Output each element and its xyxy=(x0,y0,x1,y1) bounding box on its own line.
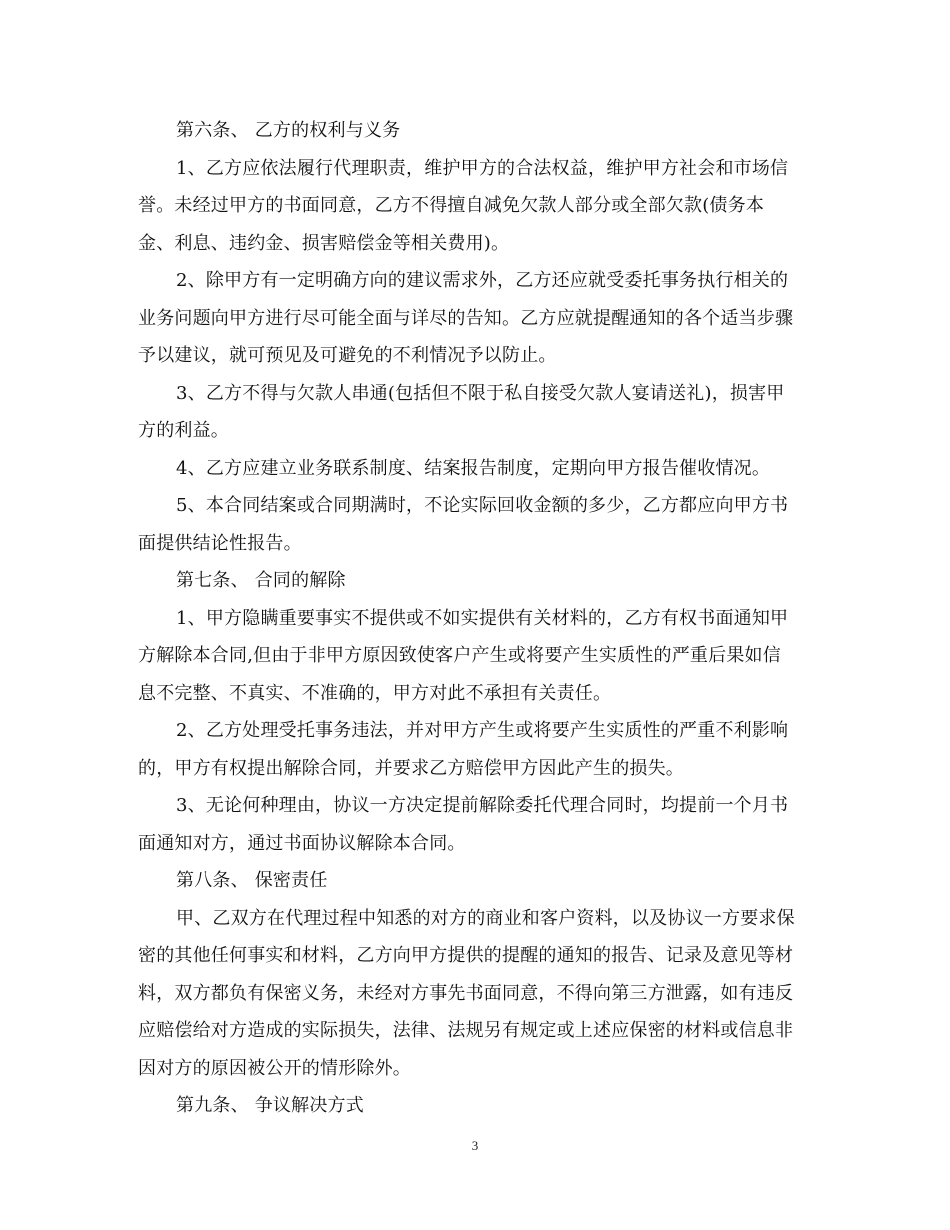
article-8-heading: 第八条、 保密责任 xyxy=(176,870,328,891)
text-line: 料，双方都负有保密义务，未经对方事先书面同意，不得向第三方泄露，如有违反 xyxy=(138,982,794,1004)
text-line: 1、乙方应依法履行代理职责，维护甲方的合法权益，维护甲方社会和市场信 xyxy=(176,157,789,179)
text-line: 3、无论何种理由，协议一方决定提前解除委托代理合同时，均提前一个月书 xyxy=(176,795,789,816)
text-line: 1、甲方隐瞒重要事实不提供或不如实提供有关材料的，乙方有权书面通知甲 xyxy=(176,607,789,629)
text-line: 方解除本合同,但由于非甲方原因致使客户产生或将要产生实质性的严重后果如信 xyxy=(138,645,781,666)
page-number: 3 xyxy=(471,1138,479,1153)
text-line: 3、乙方不得与欠款人串通(包括但不限于私自接受欠款人宴请送礼)，损害甲 xyxy=(176,382,785,404)
text-line: 面提供结论性报告。 xyxy=(138,532,302,554)
text-line: 业务问题向甲方进行尽可能全面与详尽的告知。乙方应就提醒通知的各个适当步骤 xyxy=(138,307,794,329)
text-line: 金、利息、违约金、损害赔偿金等相关费用)。 xyxy=(138,232,510,254)
article-9-heading: 第九条、 争议解决方式 xyxy=(176,1095,364,1116)
text-line: 5、本合同结案或合同期满时，不论实际回收金额的多少，乙方都应向甲方书 xyxy=(176,495,789,516)
text-line: 2、乙方处理受托事务违法，并对甲方产生或将要产生实质性的严重不利影响 xyxy=(176,720,789,741)
text-line: 予以建议，就可预见及可避免的不利情况予以防止。 xyxy=(138,345,557,366)
text-line: 甲、乙双方在代理过程中知悉的对方的商业和客户资料，以及协议一方要求保 xyxy=(176,907,795,929)
text-line: 息不完整、不真实、不准确的，甲方对此不承担有关责任。 xyxy=(138,682,612,704)
text-line: 誉。未经过甲方的书面同意，乙方不得擅自减免欠款人部分或全部欠款(债务本 xyxy=(138,195,765,216)
text-line: 2、除甲方有一定明确方向的建议需求外，乙方还应就受委托事务执行相关的 xyxy=(176,270,789,291)
text-line: 4、乙方应建立业务联系制度、结案报告制度，定期向甲方报告催收情况。 xyxy=(176,457,771,479)
text-line: 密的其他任何事实和材料，乙方向甲方提供的提醒的通知的报告、记录及意见等材 xyxy=(138,945,794,966)
text-line: 方的利益。 xyxy=(138,420,229,441)
article-6-heading: 第六条、 乙方的权利与义务 xyxy=(176,120,401,141)
text-line: 面通知对方，通过书面协议解除本合同。 xyxy=(138,832,466,854)
document-body xyxy=(138,112,818,1125)
text-line: 的，甲方有权提出解除合同，并要求乙方赔偿甲方因此产生的损失。 xyxy=(138,757,684,779)
article-7-heading: 第七条、 合同的解除 xyxy=(176,570,346,591)
text-line: 因对方的原因被公开的情形除外。 xyxy=(138,1057,411,1079)
text-line: 应赔偿给对方造成的实际损失，法律、法规另有规定或上述应保密的材料或信息非 xyxy=(138,1020,794,1041)
